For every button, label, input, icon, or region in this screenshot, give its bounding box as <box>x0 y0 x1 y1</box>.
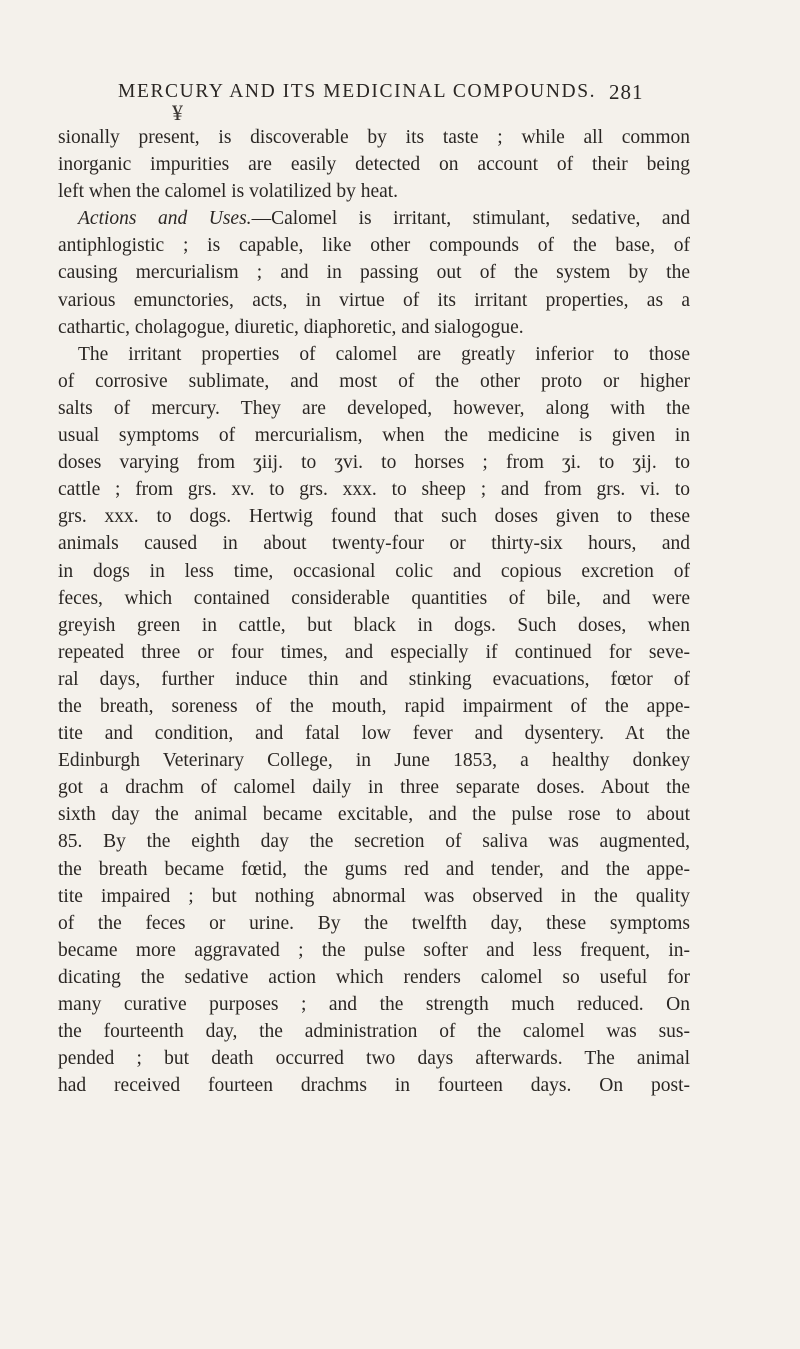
text-line: greyish green in cattle, but black in dogs. Such doses, when <box>58 614 690 636</box>
text-line: 85. By the eighth day the secretion of saliva was augmented, <box>58 831 690 853</box>
text-line: had received fourteen drachms in fourteen days. On post- <box>58 1075 690 1097</box>
text-line: pended ; but death occurred two days afterwards. The animal <box>58 1048 690 1070</box>
text-line: got a drachm of calomel daily in three separate doses. About the <box>58 777 690 799</box>
section-heading: Actions and Uses. <box>78 208 252 230</box>
text-line: sionally present, is discoverable by its taste ; while all common <box>58 127 690 148</box>
text-line: cathartic, cholagogue, diuretic, diaphoretic, and sialogogue. <box>58 316 524 338</box>
section-first-line-text: —Calomel is irritant, stimulant, sedative, and <box>251 208 691 230</box>
text-line: dicating the sedative action which renders calomel so useful for <box>58 966 690 988</box>
text-line: The irritant properties of calomel are greatly inferior to those <box>78 343 690 365</box>
text-line: sixth day the animal became excitable, and the pulse rose to about <box>58 804 690 826</box>
text-line: feces, which contained considerable quantities of bile, and were <box>58 587 690 609</box>
text-line: the breath became fœtid, the gums red and tender, and the appe- <box>58 858 690 880</box>
text-line: became more aggravated ; the pulse softer and less frequent, in- <box>58 939 690 961</box>
text-line: usual symptoms of mercurialism, when the medicine is given in <box>58 425 690 447</box>
body-text <box>58 124 690 1099</box>
running-title: MERCURY AND ITS MEDICINAL COMPOUNDS. <box>118 81 597 102</box>
text-line: the fourteenth day, the administration of the calomel was sus- <box>58 1021 690 1043</box>
text-line: animals caused in about twenty-four or thirty-six hours, and <box>58 533 690 555</box>
text-line: of the feces or urine. By the twelfth day, these symptoms <box>58 912 690 934</box>
text-line: tite impaired ; but nothing abnormal was observed in the quality <box>58 885 690 907</box>
text-line: the breath, soreness of the mouth, rapid impairment of the appe- <box>58 695 690 717</box>
running-head <box>0 76 800 108</box>
text-line: salts of mercury. They are developed, however, along with the <box>58 397 690 419</box>
text-line: various emunctories, acts, in virtue of its irritant properties, as a <box>58 289 690 311</box>
text-line: tite and condition, and fatal low fever and dysentery. At the <box>58 723 690 745</box>
text-line: ral days, further induce thin and stinking evacuations, fœtor of <box>58 668 690 690</box>
text-line: in dogs in less time, occasional colic and copious excretion of <box>58 560 690 582</box>
text-line: repeated three or four times, and especially if continued for seve- <box>58 641 690 663</box>
text-line: inorganic impurities are easily detected on account of their being <box>58 154 690 176</box>
text-line: doses varying from ʒiij. to ʒvi. to horses ; from ʒi. to ʒij. to <box>58 452 690 474</box>
text-line: Edinburgh Veterinary College, in June 1853, a healthy donkey <box>58 750 690 772</box>
text-line: causing mercurialism ; and in passing out of the system by the <box>58 262 690 284</box>
text-line: left when the calomel is volatilized by heat. <box>58 181 399 203</box>
text-line: cattle ; from grs. xv. to grs. xxx. to sheep ; and from grs. vi. to <box>58 479 690 501</box>
text-line: grs. xxx. to dogs. Hertwig found that such doses given to these <box>58 506 690 528</box>
page-number: 281 <box>609 80 644 104</box>
text-line: many curative purposes ; and the strength much reduced. On <box>58 994 690 1015</box>
section-first-line <box>58 205 690 232</box>
text-line: antiphlogistic ; is capable, like other compounds of the base, of <box>58 235 690 257</box>
printer-mark: ¥ <box>172 100 183 125</box>
text-line: of corrosive sublimate, and most of the other proto or higher <box>58 370 690 392</box>
